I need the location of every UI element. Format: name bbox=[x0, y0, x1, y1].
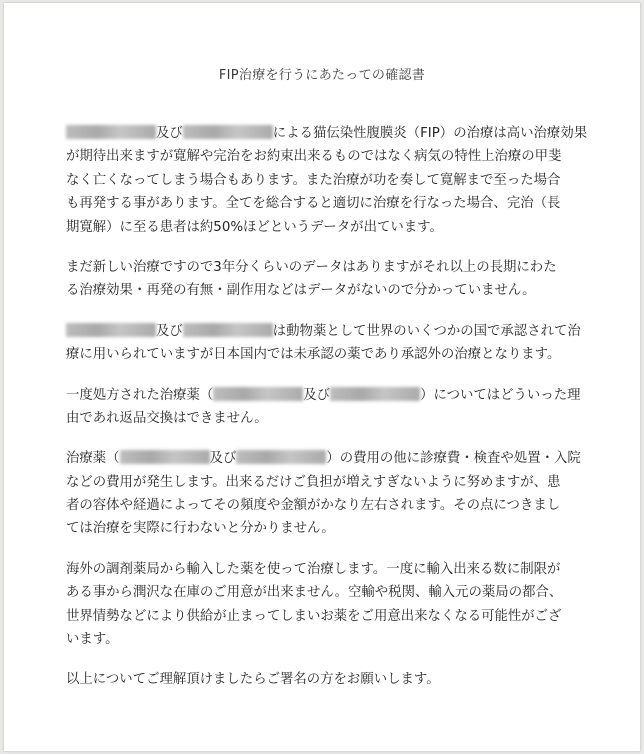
paragraph bbox=[66, 668, 586, 691]
text-line: 者の容体や経過によってその頻度や金額がかなり左右されます。その点につきまし bbox=[66, 498, 561, 514]
text-segment: 一度処方された治療薬（ bbox=[66, 387, 214, 403]
redacted-text bbox=[236, 450, 326, 464]
text-line: などの費用が発生します。出来るだけご負担が増えすぎないように努めますが、患 bbox=[66, 474, 561, 490]
redacted-text bbox=[330, 387, 420, 401]
text-line: います。 bbox=[66, 632, 119, 648]
document-title: FIP治療を行うにあたっての確認書 bbox=[218, 68, 426, 83]
text-segment: 及び bbox=[209, 451, 237, 467]
text-line bbox=[66, 447, 586, 470]
text-line: も再発する事があります。全てを総合すると適切に治療を行なった場合、完治（長 bbox=[66, 196, 561, 212]
paragraph bbox=[66, 447, 586, 541]
text-line bbox=[66, 320, 586, 343]
text-segment: は動物薬として世界のいくつかの国で承認されて治 bbox=[272, 323, 581, 339]
text-line: ては治療を実際に行わないと分かりません。 bbox=[66, 521, 335, 537]
redacted-text bbox=[183, 323, 273, 337]
redacted-text bbox=[120, 450, 210, 464]
redacted-text bbox=[66, 323, 156, 337]
text-line: ある事から潤沢な在庫のご用意が出来ません。空輸や税関、輸入元の薬局の都合、 bbox=[66, 585, 563, 601]
text-line: が期待出来ますが寛解や完治をお約束出来るものではなく病気の特性上治療の甲斐 bbox=[66, 149, 562, 165]
text-segment: 及び bbox=[303, 387, 331, 403]
text-segment: 治療薬（ bbox=[66, 451, 120, 467]
text-line: まだ新しい治療ですので3年分くらいのデータはありますがそれ以上の長期にわた bbox=[66, 259, 557, 275]
text-segment: 及び bbox=[156, 323, 183, 339]
text-line: る治療効果・再発の有無・副作用などはデータがないので分かっていません。 bbox=[66, 283, 536, 299]
text-line: なく亡くなってしまう場合もあります。また治療が功を奏して寛解まで至った場合 bbox=[66, 172, 561, 188]
redacted-text bbox=[213, 387, 303, 401]
text-line bbox=[66, 384, 586, 407]
paragraph bbox=[66, 558, 586, 652]
text-line: 期寛解）に至る患者は約50%ほどというデータが出ています。 bbox=[66, 219, 443, 235]
paragraph bbox=[66, 384, 586, 431]
text-segment: 及び bbox=[156, 126, 183, 141]
document-body bbox=[66, 122, 586, 709]
text-segment: ）の費用の他に診療費・検査や処置・入院 bbox=[326, 451, 581, 467]
text-segment: ）についてはどういった理 bbox=[420, 387, 581, 403]
paragraph bbox=[66, 256, 586, 303]
text-line: 療に用いられていますが日本国内では未承認の薬であり承認外の治療となります。 bbox=[66, 347, 561, 363]
text-line: 世界情勢などにより供給が止まってしまいお薬をご用意出来なくなる可能性がござ bbox=[66, 608, 562, 624]
paragraph bbox=[66, 122, 586, 239]
text-segment: による猫伝染性腹膜炎（FIP）の治療は高い治療効果 bbox=[272, 126, 588, 141]
redacted-text bbox=[66, 125, 156, 139]
text-line: 由であれ返品交換はできません。 bbox=[66, 410, 268, 426]
text-line: 以上についてご理解頂けましたらご署名の方をお願いします。 bbox=[66, 672, 440, 688]
paragraph bbox=[66, 320, 586, 367]
text-line bbox=[66, 122, 586, 145]
text-line: 海外の調剤薬局から輸入した薬を使って治療します。一度に輸入出来る数に制限が bbox=[66, 561, 561, 577]
redacted-text bbox=[183, 125, 273, 139]
